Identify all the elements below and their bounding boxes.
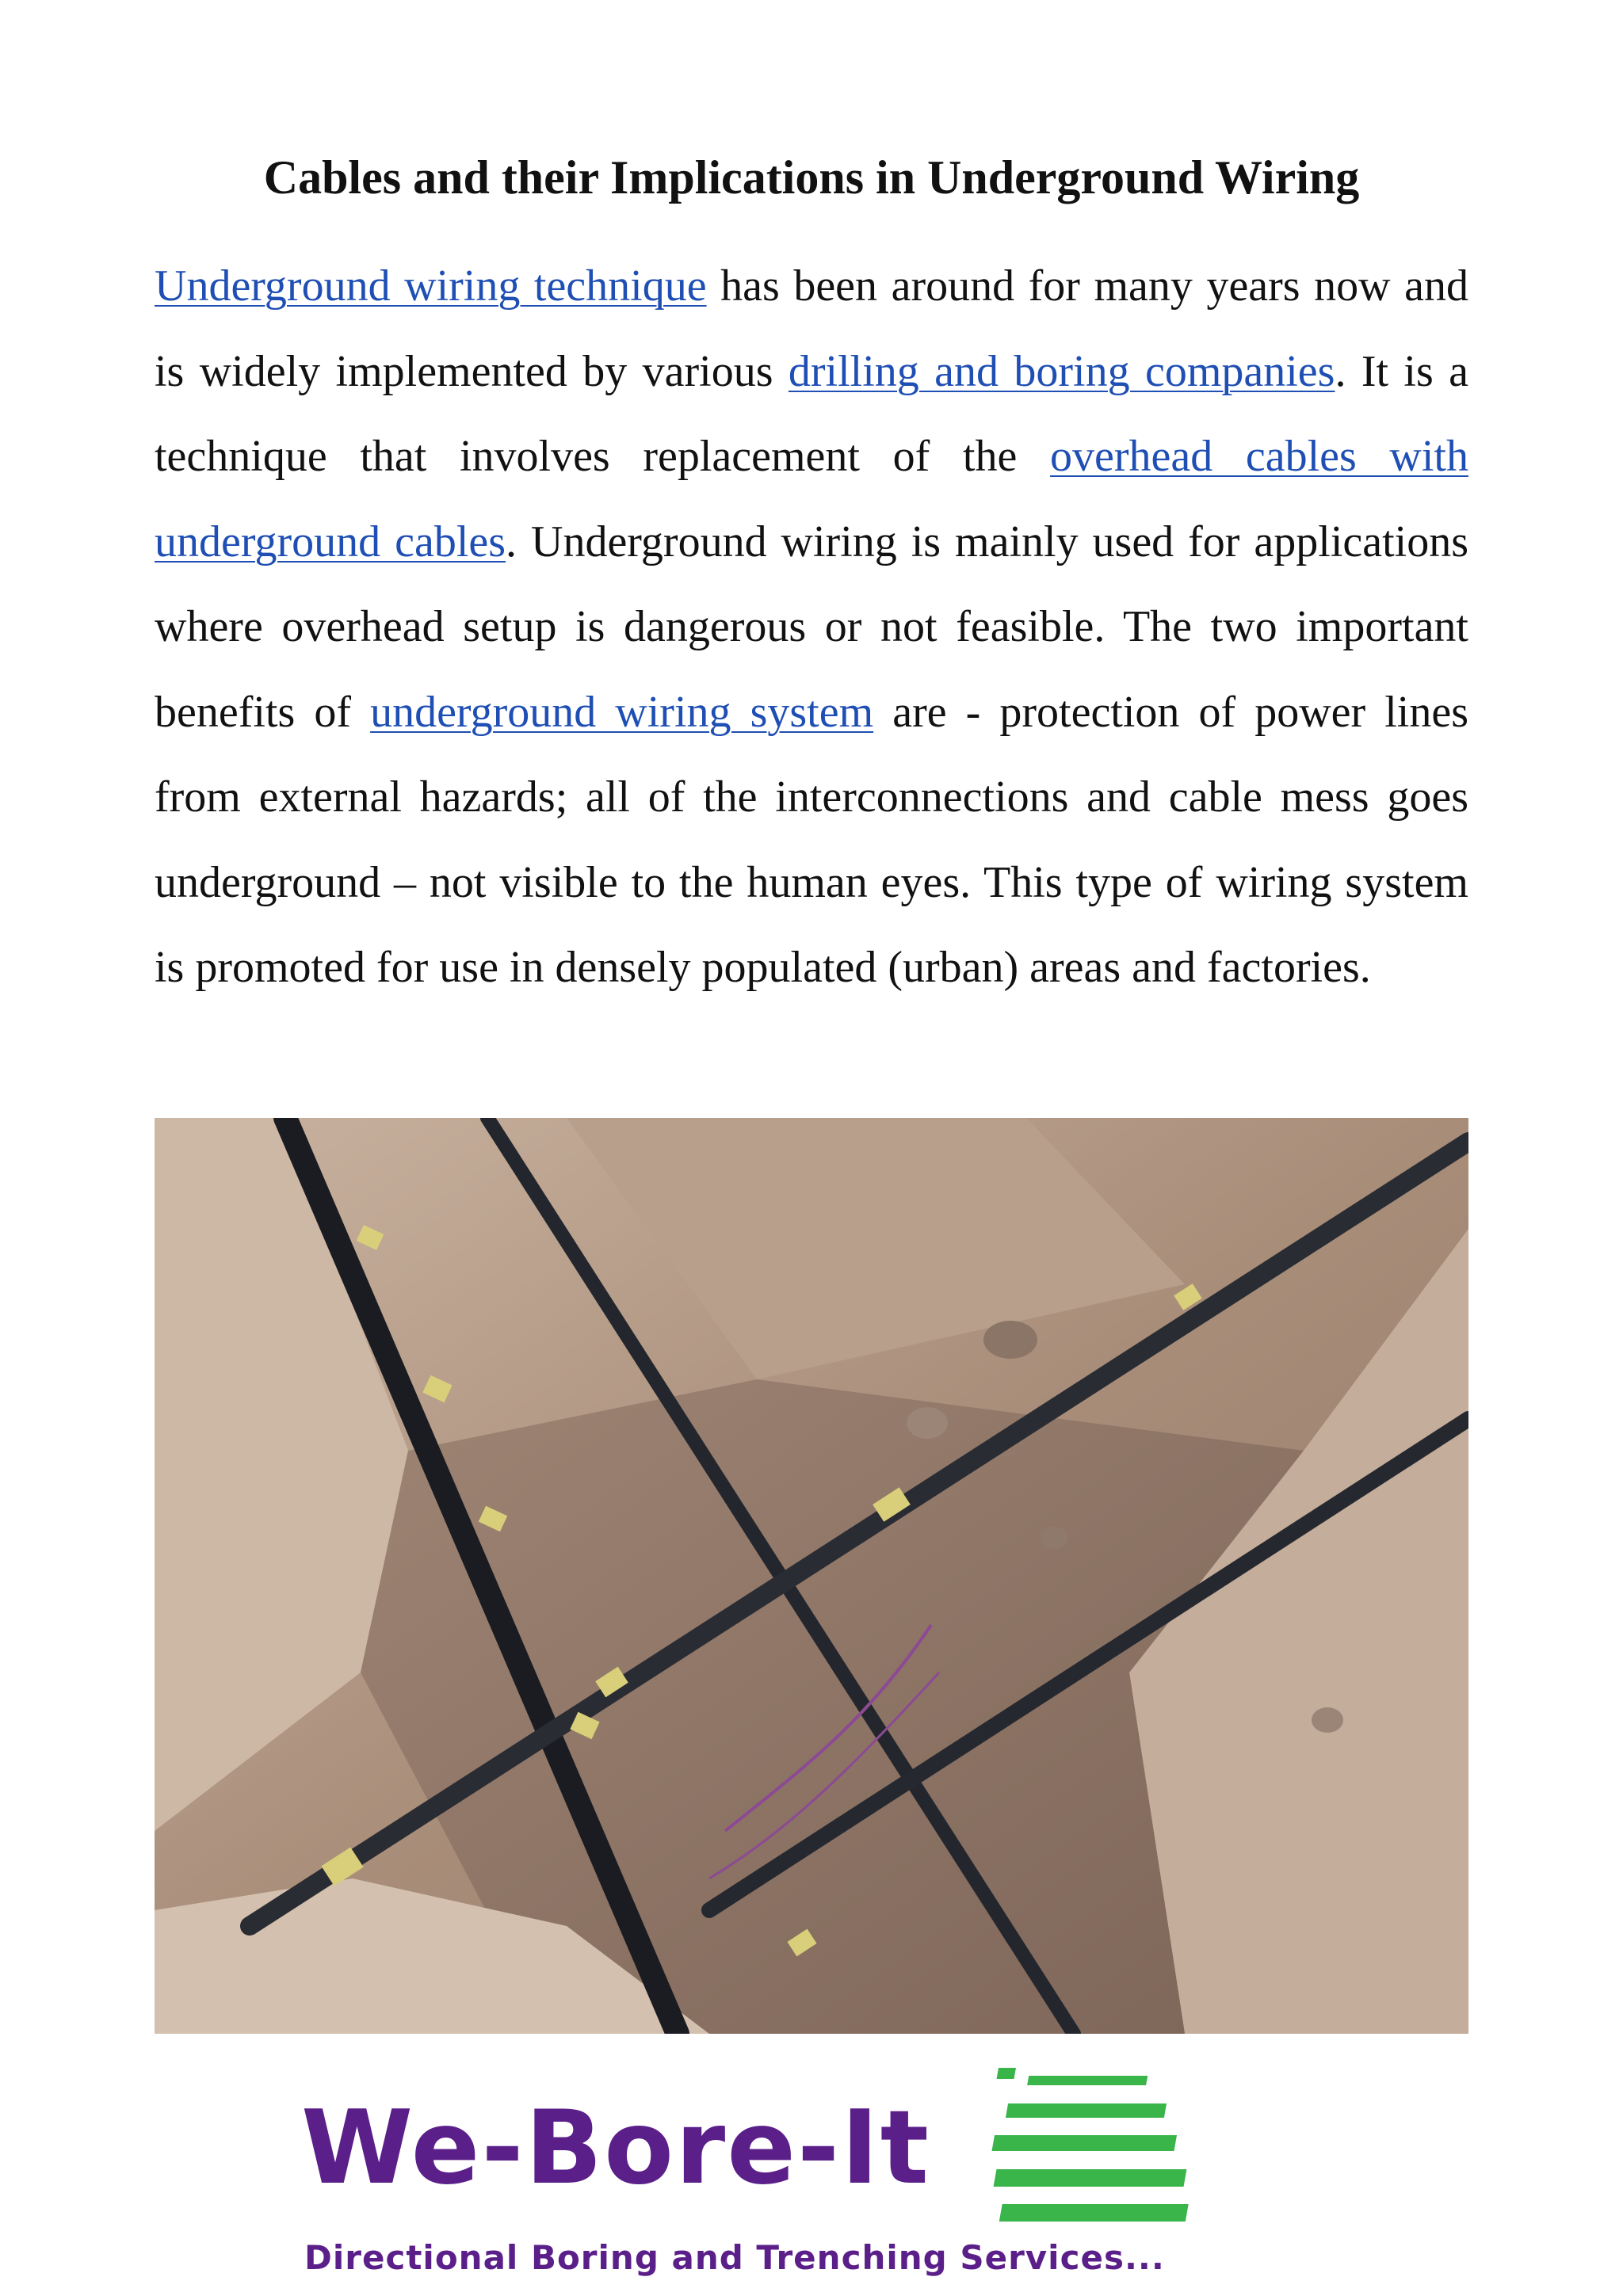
logo-wordmark: We-Bore-It (301, 2089, 930, 2207)
logo-speed-lines-icon (983, 2068, 1236, 2234)
link-underground-wiring-system[interactable]: underground wiring system (370, 687, 874, 737)
page-title: Cables and their Implications in Underground Wiring (263, 151, 1360, 204)
paragraph-text-3: . Underground wiring is mainly used for applications where overhead setup is dangerous or not feasible. The two important benefits of (155, 517, 1468, 737)
link-drilling-and-boring-companies[interactable]: drilling and boring companies (788, 346, 1335, 396)
paragraph-text-4: are - protection of power lines from external hazards; all of the interconnections and cable mess goes underground – not visible to the human eyes. This type of wiring system is promoted for use in densely populated (urban) areas and factories. (155, 687, 1469, 992)
trench-with-cables-illustration (155, 1118, 1468, 2034)
we-bore-it-logo (301, 2089, 1331, 2282)
logo-tagline: Directional Boring and Trenching Services... (304, 2238, 1165, 2277)
body-paragraph (155, 244, 1468, 1011)
link-overhead-cables[interactable]: overhead cables with underground cables (155, 432, 1468, 566)
paragraph-text-2: . It is a technique that involves replacement of the (155, 346, 1469, 481)
trench-cables-photo (155, 1118, 1468, 2034)
link-underground-wiring-technique[interactable]: Underground wiring technique (155, 261, 707, 311)
paragraph-text-1: has been around for many years now and is widely implemented by various (155, 261, 1468, 396)
